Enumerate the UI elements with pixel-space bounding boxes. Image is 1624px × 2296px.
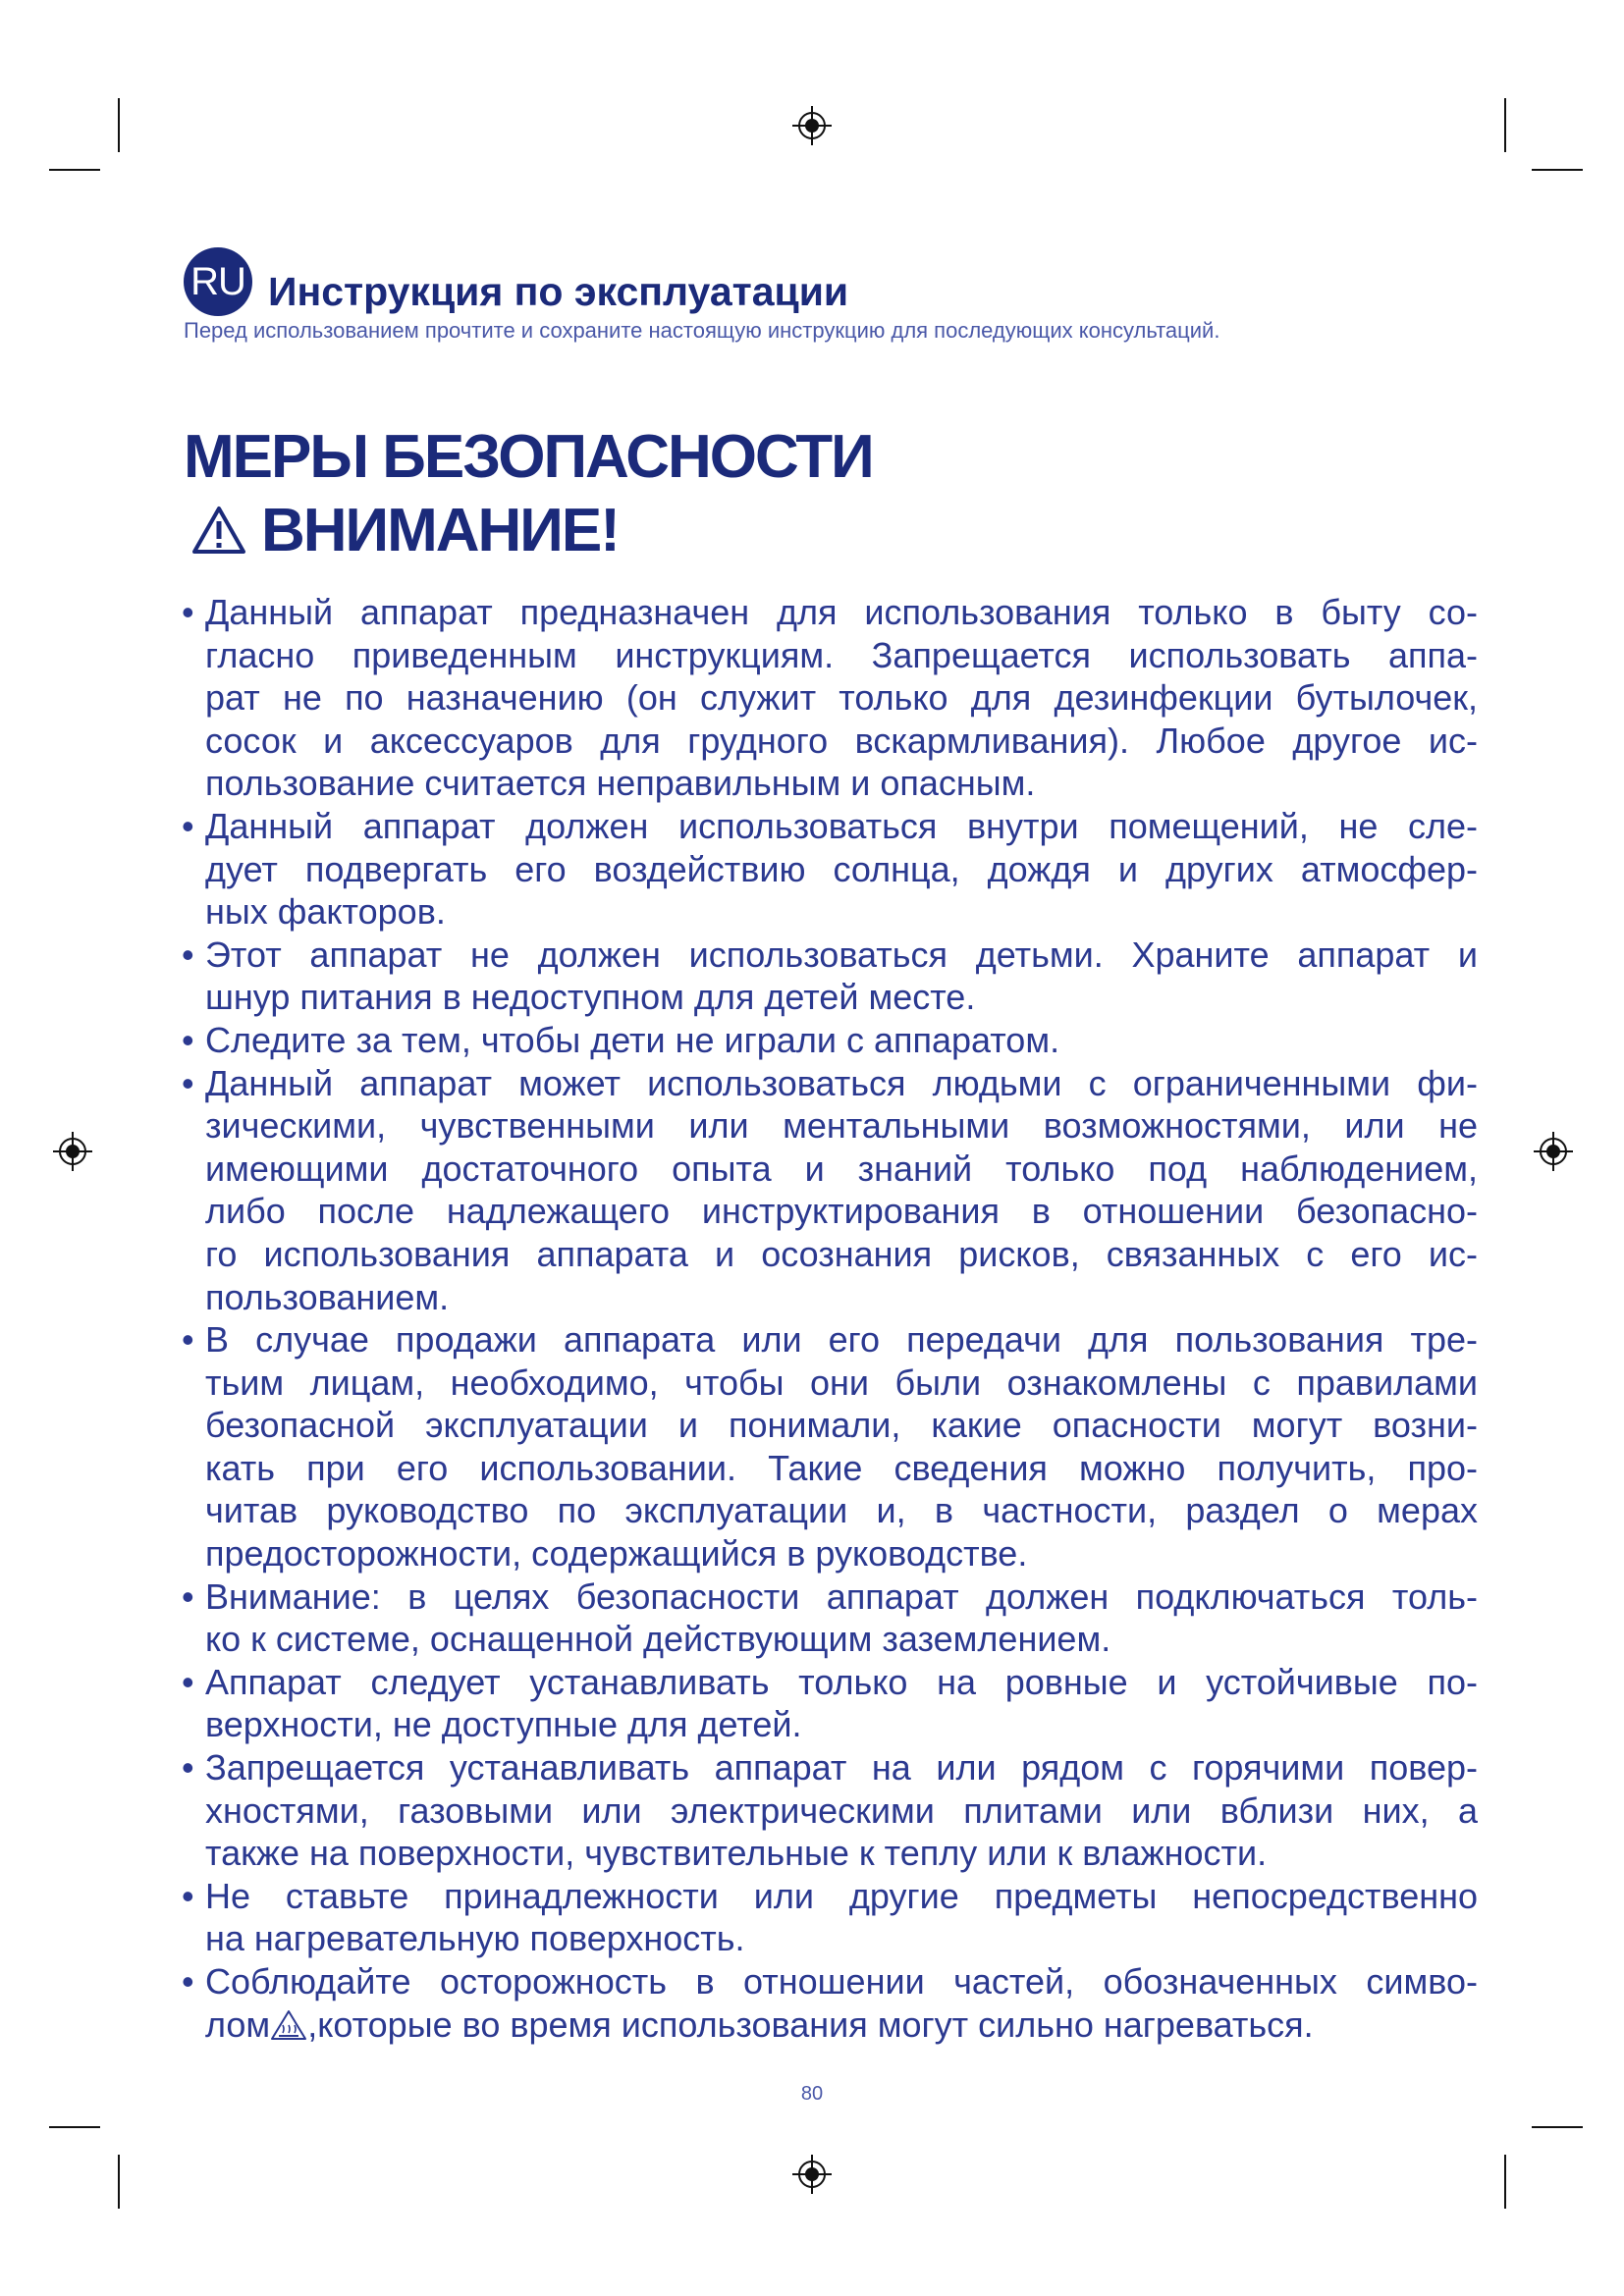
safety-item-line: на нагревательную поверхность. bbox=[205, 1918, 745, 1959]
safety-item-line: шнур питания в недоступном для детей месте. bbox=[205, 977, 976, 1018]
bullet-icon: • bbox=[182, 592, 194, 632]
manual-title: Инструкция по эксплуатации bbox=[268, 269, 849, 314]
safety-item-line: Этот аппарат не должен использоваться детьми. Храните аппарат и bbox=[205, 934, 1478, 975]
crop-mark bbox=[49, 2126, 100, 2128]
safety-item-line: имеющими достаточного опыта и знаний только под наблюдением, bbox=[205, 1148, 1478, 1189]
bullet-icon: • bbox=[182, 1661, 194, 1702]
bullet-icon: • bbox=[182, 1319, 194, 1361]
safety-item-line: также на поверхности, чувствительные к теплу или к влажности. bbox=[205, 1833, 1268, 1874]
safety-item-line: го использования аппарата и осознания рисков, связанных с его ис- bbox=[205, 1233, 1478, 1274]
safety-item-line: Следите за тем, чтобы дети не играли с аппаратом. bbox=[205, 1019, 1060, 1060]
crop-mark bbox=[1504, 98, 1506, 152]
safety-item-line: Аппарат следует устанавливать только на ровные и устойчивые по- bbox=[205, 1661, 1478, 1702]
bullet-icon: • bbox=[182, 1575, 194, 1617]
crop-mark bbox=[118, 2155, 120, 2209]
safety-item-line: верхности, не доступные для детей. bbox=[205, 1704, 802, 1745]
safety-item-line: Данный аппарат предназначен для использования только в быту со- bbox=[205, 592, 1478, 632]
safety-item-line: либо после надлежащего инструктирования в отношении безопасно- bbox=[205, 1191, 1478, 1232]
safety-item bbox=[182, 1875, 1478, 1960]
safety-item-line: рат не по назначению (он служит только для дезинфекции бутылочек, bbox=[205, 677, 1478, 719]
bullet-icon: • bbox=[182, 934, 194, 975]
safety-item-line: Данный аппарат должен использоваться внутри помещений, не сле- bbox=[205, 805, 1478, 846]
crop-mark bbox=[49, 169, 100, 171]
safety-item bbox=[182, 1318, 1478, 1575]
safety-item-line: ных факторов. bbox=[205, 891, 446, 933]
hot-surface-icon bbox=[270, 2007, 307, 2039]
warning-title: ВНИМАНИЕ! bbox=[261, 496, 619, 564]
safety-item bbox=[182, 1661, 1478, 1746]
bullet-icon: • bbox=[182, 1961, 194, 2002]
page-number: 80 bbox=[800, 2083, 824, 2105]
section-title: МЕРЫ БЕЗОПАСНОСТИ bbox=[184, 423, 873, 491]
safety-item-line: зическими, чувственными или ментальными возможностями, или не bbox=[205, 1105, 1478, 1147]
safety-item-line: пользованием. bbox=[205, 1276, 450, 1317]
registration-mark-icon bbox=[1532, 1130, 1575, 1173]
safety-item bbox=[182, 1062, 1478, 1319]
safety-item bbox=[182, 1746, 1478, 1875]
safety-item-line: гласно приведенным инструкциям. Запрещается использовать аппа- bbox=[205, 634, 1478, 675]
crop-mark bbox=[1504, 2155, 1506, 2209]
safety-item bbox=[182, 934, 1478, 1019]
bullet-icon: • bbox=[182, 1062, 194, 1103]
safety-item-line: хностями, газовыми или электрическими плитами или вблизи них, а bbox=[205, 1789, 1478, 1831]
safety-item bbox=[182, 1575, 1478, 1661]
safety-item-line: дует подвергать его воздействию солнца, дождя и других атмосфер- bbox=[205, 848, 1478, 889]
safety-item bbox=[182, 805, 1478, 934]
crop-mark bbox=[1532, 2126, 1583, 2128]
safety-item-line bbox=[205, 2003, 1478, 2047]
language-badge: RU bbox=[184, 247, 252, 316]
safety-item-line-suffix: ,которые во время использования могут сильно нагреваться. bbox=[307, 2003, 1314, 2045]
safety-item-line: безопасной эксплуатации и понимали, какие опасности могут возни- bbox=[205, 1405, 1478, 1446]
safety-item-line: читав руководство по эксплуатации и, в частности, раздел о мерах bbox=[205, 1490, 1478, 1531]
safety-item-line: В случае продажи аппарата или его передачи для пользования тре- bbox=[205, 1319, 1478, 1361]
safety-item-line: Внимание: в целях безопасности аппарат должен подключаться толь- bbox=[205, 1575, 1478, 1617]
registration-mark-icon bbox=[790, 2153, 834, 2196]
warning-heading bbox=[190, 496, 619, 564]
safety-item bbox=[182, 591, 1478, 805]
safety-item-line: Соблюдайте осторожность в отношении частей, обозначенных симво- bbox=[205, 1961, 1478, 2002]
bullet-icon: • bbox=[182, 1747, 194, 1789]
crop-mark bbox=[1532, 169, 1583, 171]
bullet-icon: • bbox=[182, 805, 194, 846]
safety-item-line: сосок и аксессуаров для грудного вскармливания). Любое другое ис- bbox=[205, 720, 1478, 761]
safety-item-line: Данный аппарат может использоваться людьми с ограниченными фи- bbox=[205, 1062, 1478, 1103]
safety-item-line: кать при его использовании. Такие сведения можно получить, про- bbox=[205, 1447, 1478, 1488]
safety-item bbox=[182, 1960, 1478, 2046]
safety-item-line: Запрещается устанавливать аппарат на или рядом с горячими повер- bbox=[205, 1747, 1478, 1789]
safety-item-line: предосторожности, содержащийся в руководстве. bbox=[205, 1533, 1028, 1575]
bullet-icon: • bbox=[182, 1019, 194, 1060]
safety-item-line: пользование считается неправильным и опасным. bbox=[205, 763, 1036, 804]
registration-mark-icon bbox=[51, 1130, 94, 1173]
registration-mark-icon bbox=[790, 104, 834, 147]
manual-subtitle: Перед использованием прочтите и сохраните настоящую инструкцию для последующих консультаций. bbox=[184, 318, 1220, 343]
safety-item-line: Не ставьте принадлежности или другие предметы непосредственно bbox=[205, 1875, 1478, 1916]
warning-triangle-icon bbox=[190, 505, 247, 556]
crop-mark bbox=[118, 98, 120, 152]
safety-item-line: ко к системе, оснащенной действующим заземлением. bbox=[205, 1619, 1111, 1660]
safety-item-line-prefix: лом bbox=[205, 2003, 271, 2045]
safety-item-line: тьим лицам, необходимо, чтобы они были ознакомлены с правилами bbox=[205, 1362, 1478, 1403]
safety-list bbox=[182, 591, 1478, 2046]
safety-item bbox=[182, 1019, 1478, 1062]
bullet-icon: • bbox=[182, 1875, 194, 1916]
